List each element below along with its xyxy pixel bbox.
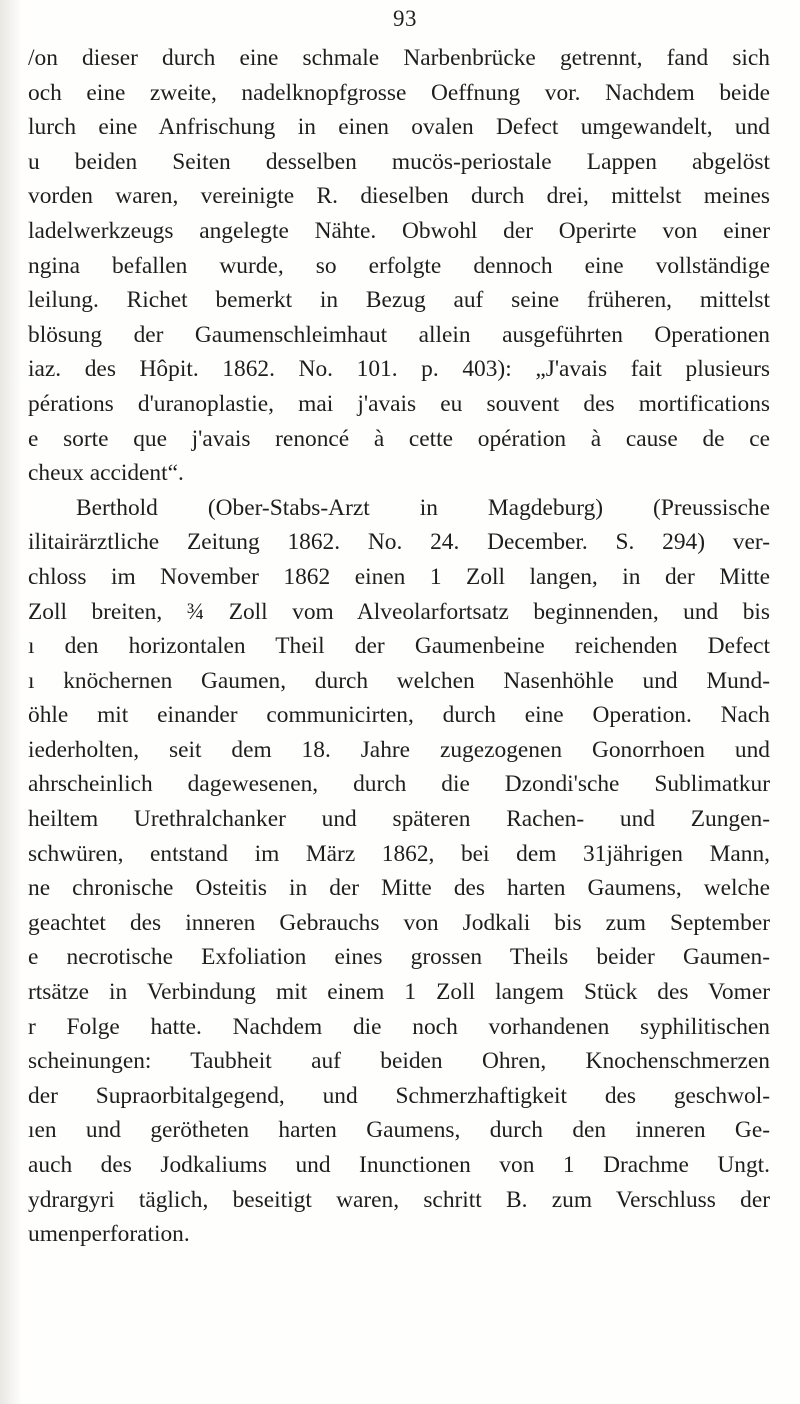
- text-line: e sorte que j'avais renoncé à cette opération à cause de ce: [28, 425, 770, 452]
- text-line: chloss im November 1862 einen 1 Zoll langen, in der Mitte: [28, 563, 770, 590]
- text-line: ladelwerkzeugs angelegte Nähte. Obwohl der Operirte von einer: [28, 217, 770, 244]
- text-line: /on dieser durch eine schmale Narbenbrücke getrennt, fand sich: [28, 45, 770, 71]
- text-line: scheinungen: Taubheit auf beiden Ohren, Knochenschmerzen: [28, 1048, 770, 1075]
- text-line: leilung. Richet bemerkt in Bezug auf seine früheren, mittelst: [28, 287, 770, 314]
- text-line: geachtet des inneren Gebrauchs von Jodkali bis zum September: [28, 909, 770, 936]
- paragraph-start-line: Berthold (Ober-Stabs-Arzt in Magdeburg) (Preussische: [76, 494, 770, 521]
- paragraph-end-line: cheux accident“.: [28, 460, 184, 487]
- text-line: ahrscheinlich dagewesenen, durch die Dzondi'sche Sublimatkur: [28, 771, 770, 798]
- text-line: ıen und gerötheten harten Gaumens, durch den inneren Ge-: [28, 1117, 770, 1144]
- text-line: iaz. des Hôpit. 1862. No. 101. p. 403): „J'avais fait plusieurs: [28, 356, 770, 383]
- paragraph-end-line: umenperforation.: [28, 1221, 190, 1248]
- page-number: 93: [393, 6, 417, 31]
- text-line: ne chronische Osteitis in der Mitte des harten Gaumens, welche: [28, 875, 770, 902]
- text-line: schwüren, entstand im März 1862, bei dem 31jährigen Mann,: [28, 840, 770, 867]
- text-line: u beiden Seiten desselben mucös-periostale Lappen abgelöst: [28, 148, 770, 175]
- body-text: [28, 41, 770, 1252]
- text-line: heiltem Urethralchanker und späteren Rachen- und Zungen-: [28, 806, 770, 833]
- text-line: Zoll breiten, ¾ Zoll vom Alveolarfortsatz beginnenden, und bis: [28, 598, 770, 625]
- text-line: iederholten, seit dem 18. Jahre zugezogenen Gonorrhoen und: [28, 736, 770, 763]
- text-line: ilitairärztliche Zeitung 1862. No. 24. December. S. 294) ver-: [28, 529, 770, 556]
- binding-shadow: [0, 0, 22, 1404]
- text-line: ı knöchernen Gaumen, durch welchen Nasenhöhle und Mund-: [28, 667, 770, 694]
- text-line: ı den horizontalen Theil der Gaumenbeine reichenden Defect: [28, 633, 770, 660]
- text-line: ydrargyri täglich, beseitigt waren, schritt B. zum Verschluss der: [28, 1186, 770, 1213]
- text-line: rtsätze in Verbindung mit einem 1 Zoll langem Stück des Vomer: [28, 979, 770, 1006]
- text-line: pérations d'uranoplastie, mai j'avais eu souvent des mortifications: [28, 390, 770, 417]
- text-line: lurch eine Anfrischung in einen ovalen Defect umgewandelt, und: [28, 114, 770, 141]
- text-line: der Supraorbitalgegend, und Schmerzhaftigkeit des geschwol-: [28, 1082, 770, 1109]
- text-line: blösung der Gaumenschleimhaut allein ausgeführten Operationen: [28, 321, 770, 348]
- text-line: auch des Jodkaliums und Inunctionen von 1 Drachme Ungt.: [28, 1152, 770, 1178]
- text-line: och eine zweite, nadelknopfgrosse Oeffnung vor. Nachdem beide: [28, 79, 770, 106]
- text-line: ngina befallen wurde, so erfolgte dennoch eine vollständige: [28, 252, 770, 279]
- text-line: r Folge hatte. Nachdem die noch vorhandenen syphilitischen: [28, 1013, 770, 1040]
- text-line: e necrotische Exfoliation eines grossen Theils beider Gaumen-: [28, 944, 770, 971]
- text-line: vorden waren, vereinigte R. dieselben durch drei, mittelst meines: [28, 183, 770, 210]
- text-line: öhle mit einander communicirten, durch eine Operation. Nach: [28, 702, 770, 729]
